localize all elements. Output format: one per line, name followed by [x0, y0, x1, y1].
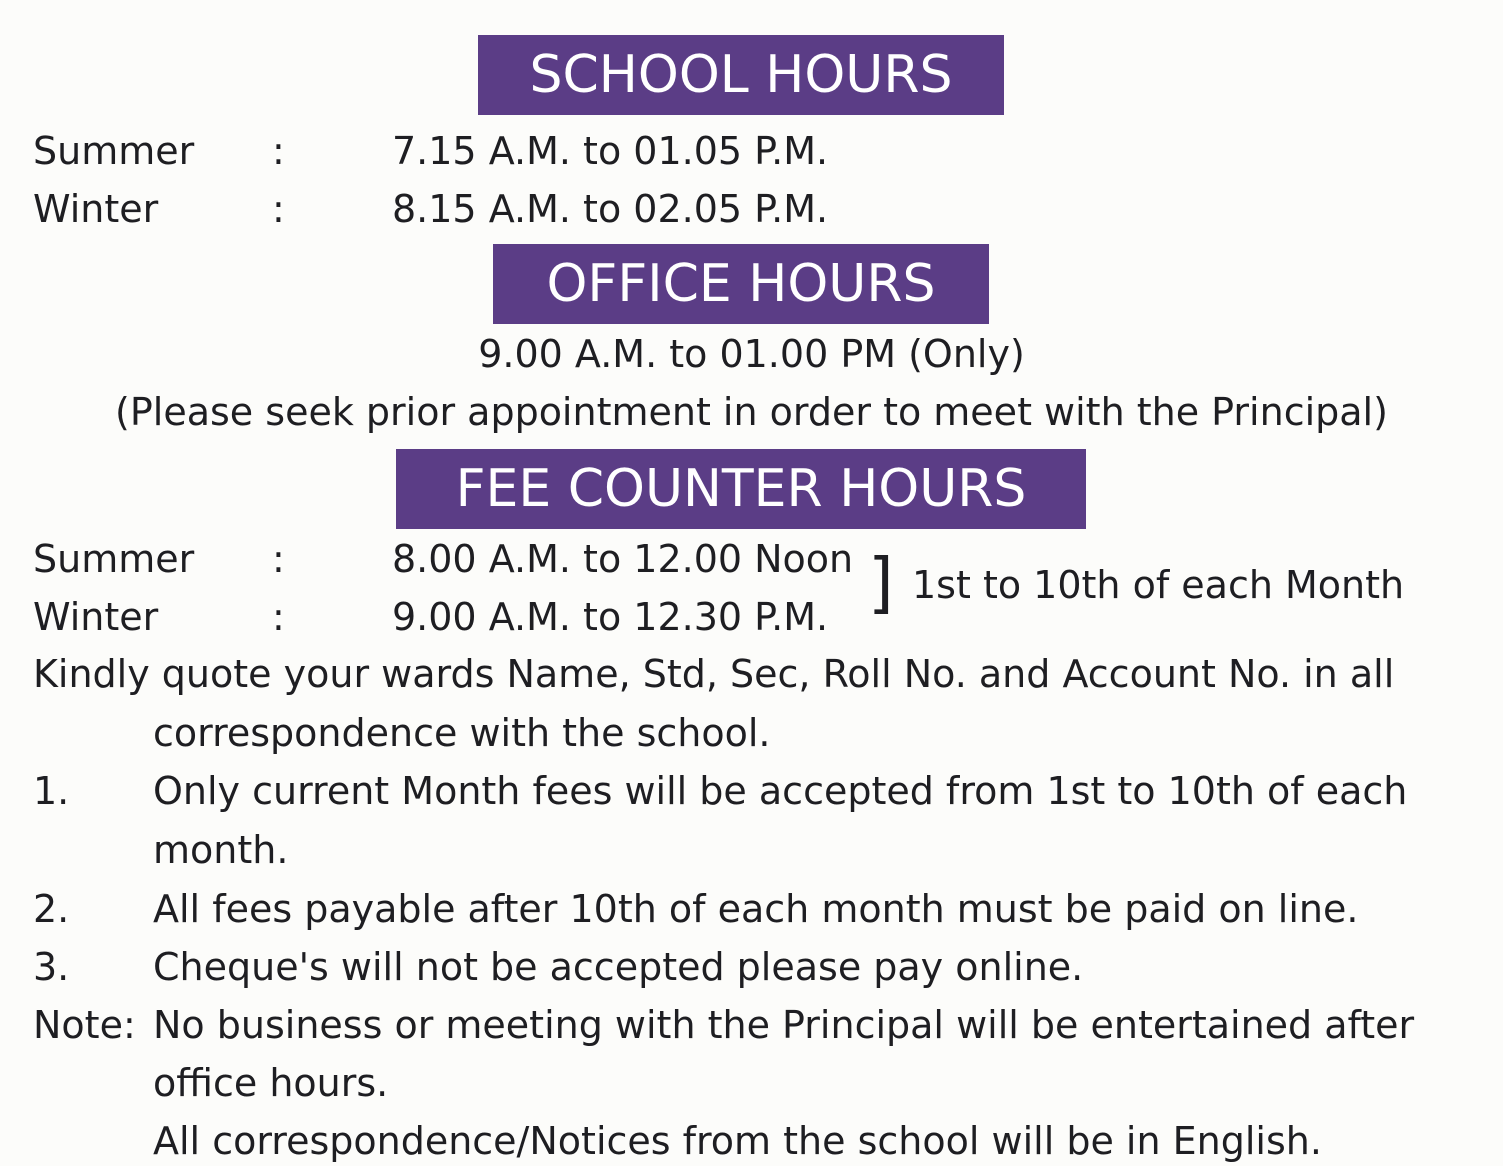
- fee-winter-time: 9.00 A.M. to 12.30 P.M.: [392, 595, 829, 639]
- instruction-3-line1: Cheque's will not be accepted please pay online.: [153, 945, 1084, 989]
- instruction-3-number: 3.: [33, 945, 70, 989]
- school-summer-colon: :: [272, 129, 285, 173]
- note-line1: No business or meeting with the Principal will be entertained after: [153, 1003, 1415, 1047]
- instruction-1-line2: month.: [153, 828, 289, 872]
- instruction-1-line1: Only current Month fees will be accepted from 1st to 10th of each: [153, 769, 1408, 813]
- fee-summer-label: Summer: [33, 537, 195, 581]
- note-line2: office hours.: [153, 1061, 389, 1105]
- school-summer-label: Summer: [33, 129, 195, 173]
- fee-summer-colon: :: [272, 537, 285, 581]
- instruction-2-number: 2.: [33, 887, 70, 931]
- note-line3: All correspondence/Notices from the school will be in English.: [153, 1119, 1322, 1163]
- school-hours-heading: SCHOOL HOURS: [478, 35, 1004, 115]
- school-winter-time: 8.15 A.M. to 02.05 P.M.: [392, 187, 829, 231]
- school-winter-label: Winter: [33, 187, 159, 231]
- fee-hours-period: 1st to 10th of each Month: [912, 563, 1405, 607]
- fee-counter-hours-heading: FEE COUNTER HOURS: [396, 449, 1086, 529]
- fee-winter-colon: :: [272, 595, 285, 639]
- fee-summer-time: 8.00 A.M. to 12.00 Noon: [392, 537, 854, 581]
- instruction-1-number: 1.: [33, 769, 70, 813]
- instructions-intro-line1: Kindly quote your wards Name, Std, Sec, Roll No. and Account No. in all: [33, 652, 1395, 696]
- fee-hours-bracket: ]: [868, 544, 894, 621]
- school-summer-time: 7.15 A.M. to 01.05 P.M.: [392, 129, 829, 173]
- instruction-2-line1: All fees payable after 10th of each month must be paid on line.: [153, 887, 1359, 931]
- school-winter-colon: :: [272, 187, 285, 231]
- office-hours-note: (Please seek prior appointment in order to meet with the Principal): [115, 390, 1388, 434]
- note-label: Note:: [33, 1003, 136, 1047]
- office-hours-heading: OFFICE HOURS: [493, 244, 989, 324]
- fee-winter-label: Winter: [33, 595, 159, 639]
- instructions-intro-line2: correspondence with the school.: [153, 711, 771, 755]
- office-hours-time: 9.00 A.M. to 01.00 PM (Only): [478, 332, 1025, 376]
